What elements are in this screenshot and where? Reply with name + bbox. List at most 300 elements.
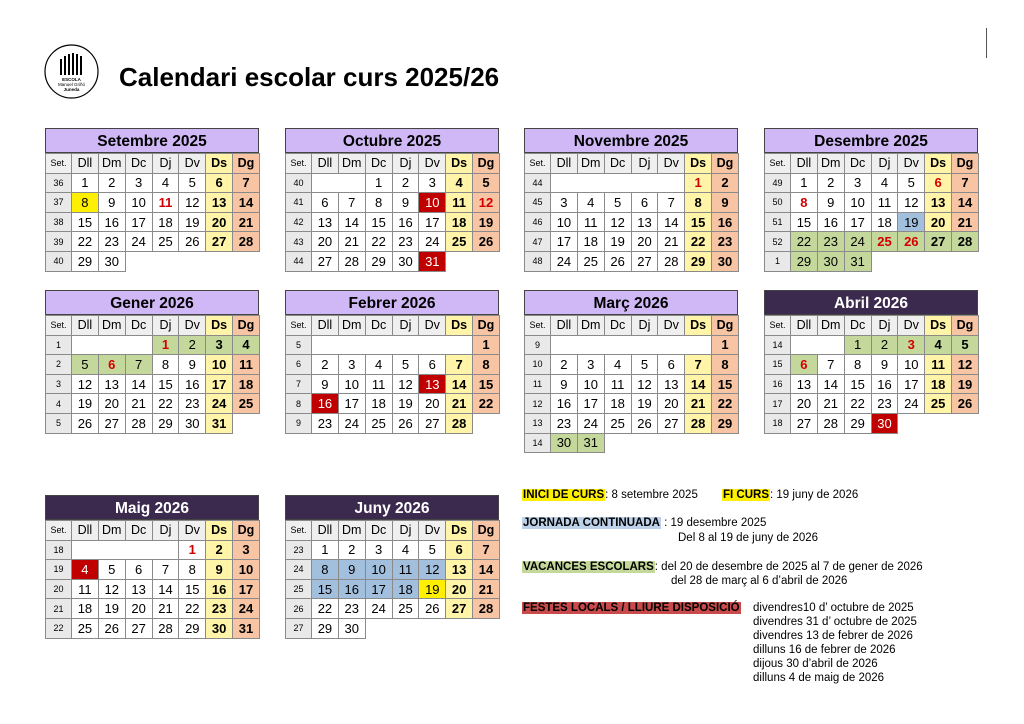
week-number: 19: [46, 560, 72, 580]
day-cell: 28: [233, 232, 260, 252]
weekday-header-row: [525, 154, 739, 174]
week-number: 20: [46, 579, 72, 599]
day-cell: 19: [392, 394, 419, 414]
week-number: 42: [286, 212, 312, 232]
day-cell: 22: [72, 232, 99, 252]
day-cell: 18: [604, 394, 631, 414]
week-number: 15: [765, 355, 791, 375]
day-cell: 21: [125, 394, 152, 414]
day-cell: 29: [312, 618, 339, 638]
weekday-header-row: [286, 521, 500, 541]
week-number: 8: [286, 394, 312, 414]
week-number: 14: [765, 335, 791, 355]
day-cell: 7: [125, 355, 152, 375]
weekday-header: Set.: [286, 154, 312, 174]
month-calendar: [764, 128, 978, 272]
weekday-header-row: [765, 154, 979, 174]
day-cell: 13: [446, 560, 473, 580]
day-cell: 21: [152, 599, 179, 619]
weekday-header: Dj: [871, 154, 898, 174]
day-cell: 23: [551, 413, 578, 433]
day-cell: 23: [312, 413, 339, 433]
day-cell: 30: [338, 618, 365, 638]
week-number: 46: [525, 212, 551, 232]
weekday-header: Dj: [631, 316, 658, 336]
week-row: [286, 355, 500, 375]
day-cell: 7: [446, 355, 473, 375]
empty-cell: [473, 413, 500, 433]
day-cell: 12: [898, 193, 925, 213]
day-cell: 24: [125, 232, 152, 252]
week-row: [765, 394, 979, 414]
day-cell: 26: [419, 599, 446, 619]
day-cell: 1: [473, 335, 500, 355]
day-cell: 6: [925, 173, 952, 193]
day-cell: 17: [365, 579, 392, 599]
day-cell: 21: [817, 394, 844, 414]
weekday-header: Ds: [925, 154, 952, 174]
empty-cell: [98, 335, 125, 355]
day-cell: 14: [473, 560, 500, 580]
day-cell: 11: [446, 193, 473, 213]
day-cell: 22: [473, 394, 500, 414]
day-cell: 17: [206, 374, 233, 394]
empty-cell: [898, 413, 925, 433]
day-cell: 14: [338, 212, 365, 232]
weekday-header: Dc: [604, 316, 631, 336]
empty-cell: [551, 173, 578, 193]
empty-cell: [338, 173, 365, 193]
day-cell: 31: [844, 251, 871, 271]
day-cell: 29: [685, 251, 712, 271]
day-cell: 2: [206, 540, 233, 560]
day-cell: 30: [179, 413, 206, 433]
day-cell: 3: [338, 355, 365, 375]
week-number: 36: [46, 173, 72, 193]
day-cell: 4: [152, 173, 179, 193]
day-cell: 29: [791, 251, 818, 271]
month-table: [285, 520, 500, 639]
empty-cell: [631, 173, 658, 193]
weekday-header: Dg: [712, 154, 739, 174]
week-row: [525, 173, 739, 193]
weekday-header: Ds: [206, 521, 233, 541]
day-cell: 12: [419, 560, 446, 580]
day-cell: 9: [206, 560, 233, 580]
day-cell: 14: [952, 193, 979, 213]
day-cell: 14: [446, 374, 473, 394]
day-cell: 19: [604, 232, 631, 252]
day-cell: 16: [179, 374, 206, 394]
day-cell: 5: [419, 540, 446, 560]
weekday-header: Dj: [152, 316, 179, 336]
day-cell: 9: [712, 193, 739, 213]
day-cell: 9: [392, 193, 419, 213]
day-cell: 7: [952, 173, 979, 193]
day-cell: 9: [179, 355, 206, 375]
day-cell: 26: [631, 413, 658, 433]
day-cell: 15: [179, 579, 206, 599]
day-cell: 9: [551, 374, 578, 394]
day-cell: 19: [98, 599, 125, 619]
weekday-header: Dj: [392, 316, 419, 336]
day-cell: 18: [152, 212, 179, 232]
day-cell: 7: [817, 355, 844, 375]
weekday-header: Dm: [98, 316, 125, 336]
day-cell: 19: [898, 212, 925, 232]
day-cell: 25: [233, 394, 260, 414]
day-cell: 9: [338, 560, 365, 580]
day-cell: 4: [365, 355, 392, 375]
day-cell: 29: [179, 618, 206, 638]
empty-cell: [604, 433, 631, 453]
day-cell: 22: [791, 232, 818, 252]
day-cell: 6: [419, 355, 446, 375]
day-cell: 23: [712, 232, 739, 252]
month-title: Juny 2026: [285, 495, 499, 520]
week-row: [525, 394, 739, 414]
weekday-header: Dv: [898, 316, 925, 336]
legend-festes-item: divendres 13 de febrer de 2026: [753, 630, 913, 642]
day-cell: 6: [658, 355, 685, 375]
week-number: 49: [765, 173, 791, 193]
day-cell: 2: [871, 335, 898, 355]
weekday-header-row: [46, 154, 260, 174]
week-number: 11: [525, 374, 551, 394]
weekday-header: Dm: [338, 154, 365, 174]
weekday-header: Dg: [473, 316, 500, 336]
day-cell: 21: [473, 579, 500, 599]
week-number: 10: [525, 355, 551, 375]
day-cell: 29: [72, 251, 99, 271]
day-cell: 20: [206, 212, 233, 232]
legend-inici-label: INICI DE CURS: [523, 489, 605, 501]
day-cell: 6: [98, 355, 125, 375]
day-cell: 5: [473, 173, 500, 193]
day-cell: 26: [98, 618, 125, 638]
day-cell: 9: [98, 193, 125, 213]
weekday-header: Dj: [392, 521, 419, 541]
month-calendar: [764, 290, 978, 434]
empty-cell: [685, 335, 712, 355]
day-cell: 7: [152, 560, 179, 580]
weekday-header: Dll: [72, 154, 99, 174]
empty-cell: [712, 433, 739, 453]
week-row: [46, 232, 260, 252]
empty-cell: [179, 251, 206, 271]
weekday-header: Dg: [952, 154, 979, 174]
empty-cell: [658, 433, 685, 453]
month-title: Abril 2026: [764, 290, 978, 315]
day-cell: 19: [72, 394, 99, 414]
week-number: 44: [286, 251, 312, 271]
empty-cell: [898, 251, 925, 271]
day-cell: 22: [152, 394, 179, 414]
day-cell: 17: [898, 374, 925, 394]
week-number: 40: [46, 251, 72, 271]
day-cell: 16: [392, 212, 419, 232]
weekday-header: Dv: [179, 316, 206, 336]
week-row: [765, 251, 979, 271]
weekday-header: Set.: [525, 154, 551, 174]
day-cell: 15: [365, 212, 392, 232]
month-table: [285, 153, 500, 272]
day-cell: 13: [206, 193, 233, 213]
month-table: [45, 153, 260, 272]
empty-cell: [392, 618, 419, 638]
day-cell: 1: [365, 173, 392, 193]
weekday-header-row: [46, 316, 260, 336]
week-number: 50: [765, 193, 791, 213]
week-row: [765, 193, 979, 213]
week-number: 3: [46, 374, 72, 394]
weekday-header: Dg: [712, 316, 739, 336]
day-cell: 24: [577, 413, 604, 433]
weekday-header: Dg: [952, 316, 979, 336]
day-cell: 11: [233, 355, 260, 375]
week-number: 39: [46, 232, 72, 252]
day-cell: 26: [392, 413, 419, 433]
day-cell: 29: [152, 413, 179, 433]
day-cell: 17: [125, 212, 152, 232]
month-title: Desembre 2025: [764, 128, 978, 153]
day-cell: 13: [419, 374, 446, 394]
day-cell: 4: [392, 540, 419, 560]
week-row: [765, 355, 979, 375]
week-row: [765, 335, 979, 355]
legend-festes-item: dilluns 4 de maig de 2026: [753, 672, 885, 684]
week-number: 38: [46, 212, 72, 232]
day-cell: 18: [233, 374, 260, 394]
week-row: [286, 579, 500, 599]
day-cell: 4: [577, 193, 604, 213]
day-cell: 20: [125, 599, 152, 619]
empty-cell: [604, 173, 631, 193]
month-calendar: [285, 128, 499, 272]
day-cell: 24: [233, 599, 260, 619]
day-cell: 25: [871, 232, 898, 252]
legend-festes-item: dijous 30 d’abril de 2026: [753, 658, 878, 670]
day-cell: 19: [419, 579, 446, 599]
day-cell: 8: [712, 355, 739, 375]
empty-cell: [338, 335, 365, 355]
weekday-header: Ds: [925, 316, 952, 336]
day-cell: 12: [952, 355, 979, 375]
day-cell: 12: [392, 374, 419, 394]
day-cell: 9: [312, 374, 339, 394]
week-row: [46, 540, 260, 560]
month-calendar: [285, 495, 499, 639]
svg-text:ESCOLA: ESCOLA: [62, 77, 81, 82]
day-cell: 30: [98, 251, 125, 271]
day-cell: 23: [817, 232, 844, 252]
day-cell: 1: [844, 335, 871, 355]
empty-cell: [125, 251, 152, 271]
week-row: [46, 251, 260, 271]
month-title: Març 2026: [524, 290, 738, 315]
week-number: 27: [286, 618, 312, 638]
week-row: [286, 394, 500, 414]
day-cell: 12: [604, 212, 631, 232]
weekday-header: Dm: [98, 521, 125, 541]
day-cell: 28: [473, 599, 500, 619]
day-cell: 21: [233, 212, 260, 232]
day-cell: 12: [473, 193, 500, 213]
day-cell: 8: [312, 560, 339, 580]
weekday-header: Dv: [658, 154, 685, 174]
day-cell: 5: [952, 335, 979, 355]
day-cell: 14: [685, 374, 712, 394]
day-cell: 3: [577, 355, 604, 375]
weekday-header: Set.: [286, 316, 312, 336]
day-cell: 25: [925, 394, 952, 414]
day-cell: 30: [392, 251, 419, 271]
week-row: [286, 251, 500, 271]
week-row: [286, 374, 500, 394]
day-cell: 13: [658, 374, 685, 394]
day-cell: 1: [152, 335, 179, 355]
day-cell: 31: [577, 433, 604, 453]
month-table: [45, 315, 260, 434]
day-cell: 18: [925, 374, 952, 394]
month-title: Octubre 2025: [285, 128, 499, 153]
day-cell: 22: [312, 599, 339, 619]
weekday-header: Dj: [392, 154, 419, 174]
week-row: [286, 173, 500, 193]
week-row: [46, 374, 260, 394]
day-cell: 15: [685, 212, 712, 232]
day-cell: 13: [631, 212, 658, 232]
week-number: 44: [525, 173, 551, 193]
day-cell: 11: [152, 193, 179, 213]
legend-fi: [722, 489, 858, 501]
weekday-header: Dg: [233, 316, 260, 336]
empty-cell: [233, 251, 260, 271]
week-number: 18: [765, 413, 791, 433]
legend-vacances-value1: : del 20 de desembre de 2025 al 7 de gener de 2026: [654, 561, 923, 573]
day-cell: 27: [419, 413, 446, 433]
empty-cell: [473, 618, 500, 638]
day-cell: 25: [72, 618, 99, 638]
empty-cell: [72, 335, 99, 355]
day-cell: 28: [152, 618, 179, 638]
weekday-header: Dj: [152, 521, 179, 541]
week-row: [286, 560, 500, 580]
weekday-header: Dm: [338, 521, 365, 541]
month-calendar: [45, 495, 259, 639]
day-cell: 10: [206, 355, 233, 375]
day-cell: 14: [125, 374, 152, 394]
empty-cell: [125, 335, 152, 355]
day-cell: 11: [871, 193, 898, 213]
weekday-header: Ds: [446, 316, 473, 336]
day-cell: 28: [685, 413, 712, 433]
day-cell: 29: [712, 413, 739, 433]
weekday-header: Dc: [125, 154, 152, 174]
weekday-header-row: [46, 521, 260, 541]
week-number: 1: [46, 335, 72, 355]
weekday-header: Ds: [206, 154, 233, 174]
day-cell: 28: [658, 251, 685, 271]
day-cell: 8: [844, 355, 871, 375]
day-cell: 23: [871, 394, 898, 414]
day-cell: 2: [817, 173, 844, 193]
weekday-header: Dj: [871, 316, 898, 336]
day-cell: 21: [446, 394, 473, 414]
day-cell: 1: [685, 173, 712, 193]
day-cell: 23: [98, 232, 125, 252]
day-cell: 15: [312, 579, 339, 599]
empty-cell: [98, 540, 125, 560]
day-cell: 7: [658, 193, 685, 213]
day-cell: 15: [473, 374, 500, 394]
day-cell: 30: [871, 413, 898, 433]
day-cell: 3: [419, 173, 446, 193]
day-cell: 10: [577, 374, 604, 394]
weekday-header: Dll: [72, 521, 99, 541]
week-number: 21: [46, 599, 72, 619]
day-cell: 22: [179, 599, 206, 619]
weekday-header: Dll: [551, 316, 578, 336]
day-cell: 15: [72, 212, 99, 232]
legend-festes-label: FESTES LOCALS / LLIURE DISPOSICIÓ: [523, 602, 740, 614]
divider: [986, 28, 987, 58]
legend-vacances-line2: del 28 de març al 6 d’abril de 2026: [671, 575, 848, 587]
day-cell: 4: [446, 173, 473, 193]
day-cell: 12: [631, 374, 658, 394]
day-cell: 21: [658, 232, 685, 252]
legend-jornada-value1: : 19 desembre 2025: [660, 517, 767, 529]
day-cell: 24: [551, 251, 578, 271]
day-cell: 4: [233, 335, 260, 355]
day-cell: 22: [685, 232, 712, 252]
weekday-header: Dc: [125, 316, 152, 336]
week-number: 48: [525, 251, 551, 271]
weekday-header: Ds: [685, 154, 712, 174]
week-number: 13: [525, 413, 551, 433]
day-cell: 2: [551, 355, 578, 375]
weekday-header: Set.: [46, 521, 72, 541]
day-cell: 16: [712, 212, 739, 232]
day-cell: 13: [791, 374, 818, 394]
day-cell: 20: [446, 579, 473, 599]
day-cell: 21: [685, 394, 712, 414]
week-row: [46, 355, 260, 375]
week-row: [765, 212, 979, 232]
weekday-header: Dc: [844, 316, 871, 336]
empty-cell: [312, 173, 339, 193]
week-row: [46, 394, 260, 414]
day-cell: 3: [898, 335, 925, 355]
day-cell: 10: [365, 560, 392, 580]
month-table: [524, 315, 739, 453]
empty-cell: [152, 251, 179, 271]
weekday-header: Dv: [419, 316, 446, 336]
weekday-header: Dc: [365, 316, 392, 336]
legend-vacances: [522, 561, 923, 573]
day-cell: 2: [312, 355, 339, 375]
day-cell: 14: [658, 212, 685, 232]
day-cell: 30: [712, 251, 739, 271]
weekday-header: Dg: [233, 521, 260, 541]
week-row: [46, 599, 260, 619]
empty-cell: [233, 413, 260, 433]
day-cell: 25: [577, 251, 604, 271]
day-cell: 21: [338, 232, 365, 252]
weekday-header: Set.: [765, 154, 791, 174]
day-cell: 18: [871, 212, 898, 232]
week-row: [46, 579, 260, 599]
